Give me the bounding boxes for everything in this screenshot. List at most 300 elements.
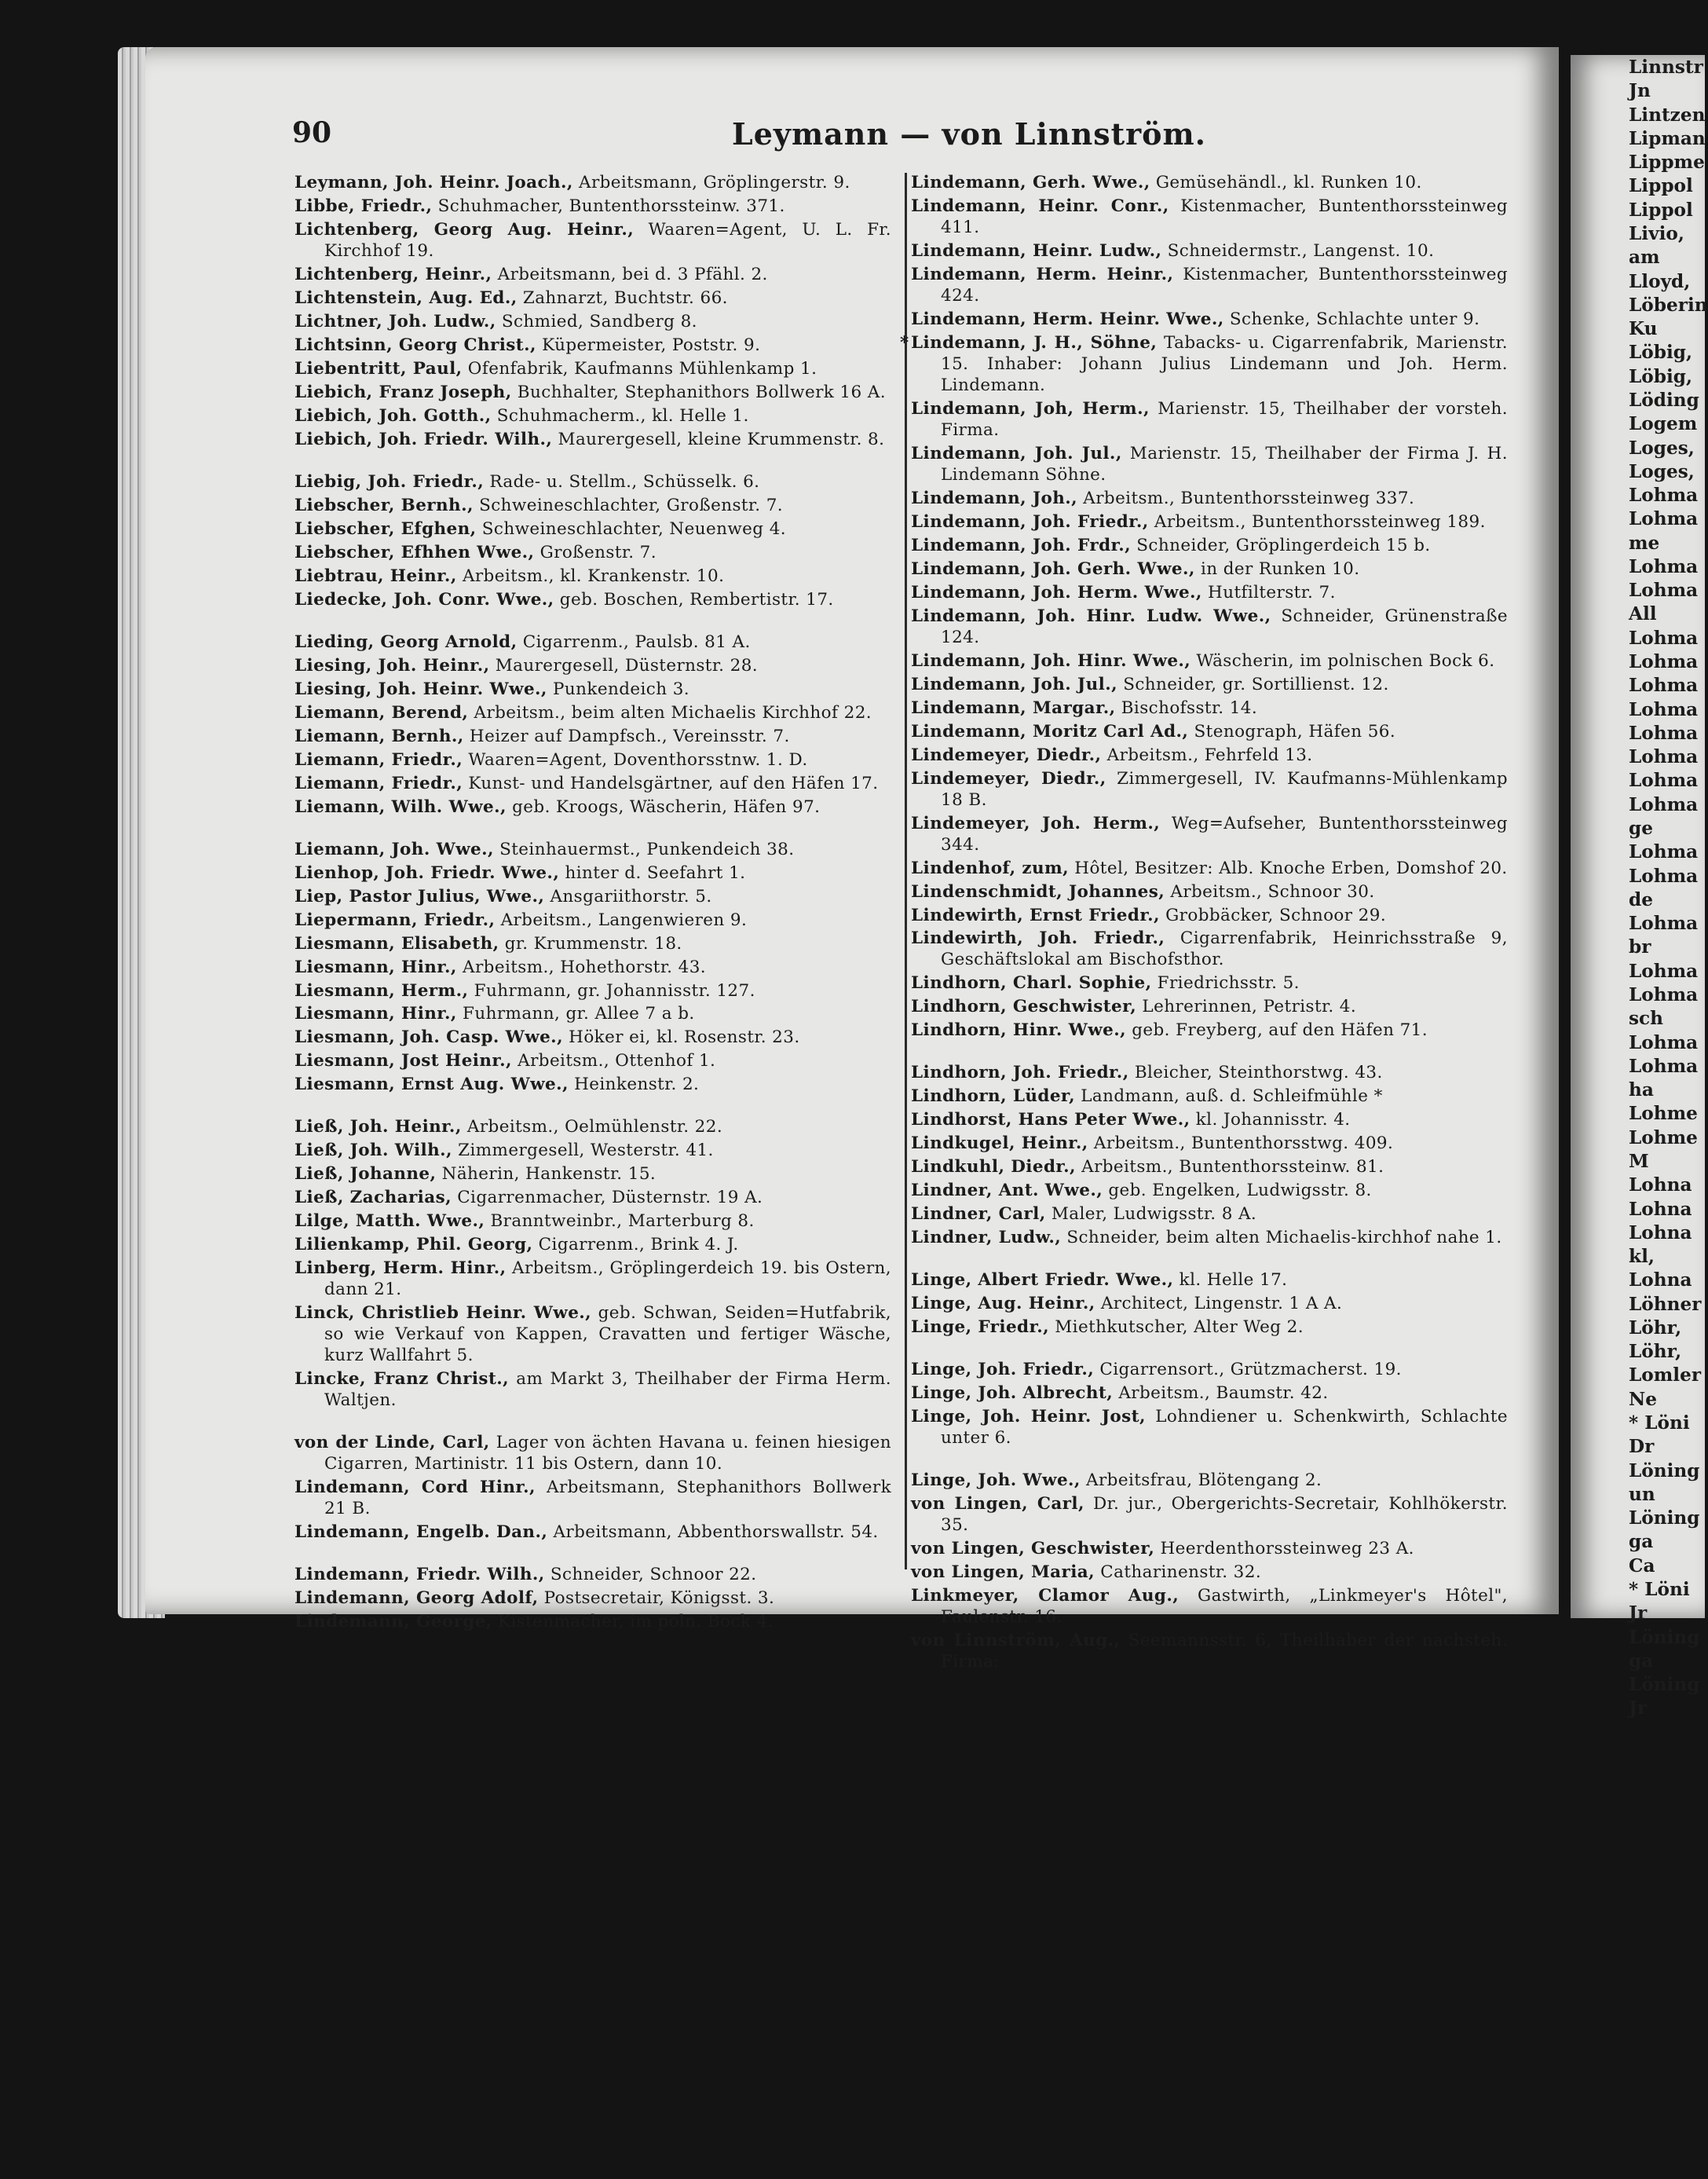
entry-name: Lindhorn, Geschwister, [911, 997, 1137, 1017]
next-page-line: Lohma [1629, 960, 1699, 982]
entry-name: Lindemann, Herm. Heinr. Wwe., [911, 309, 1224, 329]
entry-name: Lindner, Carl, [911, 1204, 1046, 1225]
entry-details: Schweineschlachter, Neuenweg 4. [476, 518, 787, 539]
entry-details: Arbeitsm., Buntenthorssteinweg 189. [1148, 511, 1486, 532]
entry-details: Steinhauermst., Punkendeich 38. [493, 839, 795, 859]
entry-details: Waaren=Agent, U. L. Fr. Kirchhof 19. [324, 219, 891, 261]
directory-entry [294, 1369, 891, 1412]
entry-details: Höker ei, kl. Rosenstr. 23. [562, 1027, 800, 1048]
directory-entry [294, 887, 891, 908]
directory-entry [911, 1063, 1508, 1084]
entry-name: Liebentritt, Paul, [294, 358, 463, 379]
directory-entry [294, 910, 891, 932]
entry-details: Ofenfabrik, Kaufmanns Mühlenkamp 1. [462, 358, 817, 379]
next-page-line: Lohma [1629, 793, 1699, 815]
entry-name: Libbe, Friedr., [294, 196, 433, 216]
directory-entry [294, 1211, 891, 1232]
directory-entry [911, 997, 1508, 1018]
next-page-line: Lohna [1629, 1269, 1692, 1291]
entry-name: Linge, Joh. Albrecht, [911, 1383, 1114, 1404]
directory-entry [294, 1235, 891, 1256]
directory-entry [294, 543, 891, 564]
entry-details: geb. Boschen, Rembertistr. 17. [554, 589, 834, 610]
directory-entry [911, 1020, 1508, 1042]
next-page-line: de [1629, 888, 1653, 910]
directory-entry [294, 840, 891, 861]
entry-name: von der Linde, Carl, [294, 1433, 490, 1453]
entry-name: Liemann, Berend, [294, 702, 469, 723]
next-page-line: Lipman [1629, 127, 1706, 149]
entry-name: Lindemann, George, [294, 1612, 492, 1632]
next-page-line: Loges, [1629, 437, 1695, 459]
entry-details: Bleicher, Steinthorstwg. 43. [1128, 1063, 1383, 1083]
entry-name: Lindemann, Heinr. Ludw., [911, 240, 1162, 261]
entry-details: Fuhrmann, gr. Johannisstr. 127. [468, 980, 755, 1001]
directory-entry [294, 1164, 891, 1185]
directory-entry [911, 1204, 1508, 1225]
entry-details: Kistenmacher, im poln. Bock 4. [492, 1612, 774, 1632]
next-page-line: Lohma [1629, 1055, 1699, 1077]
directory-entry [911, 814, 1508, 856]
directory-entry [911, 722, 1508, 743]
entry-name: Liesing, Joh. Heinr. Wwe., [294, 679, 547, 699]
directory-entry [911, 698, 1508, 720]
directory-entry [911, 769, 1508, 811]
entry-details: Schmied, Sandberg 8. [496, 311, 697, 331]
next-page-line: Lohna [1629, 1198, 1692, 1220]
entry-details: Buchhalter, Stephanithors Bollwerk 16 A. [511, 382, 886, 402]
entry-details: Arbeitsmann, bei d. 3 Pfähl. 2. [492, 264, 768, 284]
directory-entry [294, 1027, 891, 1049]
next-page-line: Lohna [1629, 1221, 1692, 1243]
entry-name: Linck, Christlieb Heinr. Wwe., [294, 1303, 592, 1324]
next-page-line: Lohma [1629, 983, 1699, 1005]
directory-entry [900, 332, 1508, 397]
entry-gap [294, 821, 891, 840]
entry-name: Lichtner, Joh. Ludw., [294, 311, 496, 331]
entry-details: Cigarrenm., Paulsb. 81 A. [517, 632, 751, 652]
directory-entry [911, 1562, 1508, 1584]
next-page-line: Lohma [1629, 580, 1699, 602]
entry-name: von Lingen, Geschwister, [911, 1539, 1155, 1559]
entry-details: Cigarrenfabrik, Heinrichsstraße 9, Geschäftslokal am Bischofsthor. [941, 928, 1508, 970]
directory-entry [294, 265, 891, 286]
entry-details: Cigarrensort., Grützmacherst. 19. [1094, 1360, 1402, 1380]
directory-entry [294, 1565, 891, 1586]
entry-details: Landmann, auß. d. Schleifmühle * [1074, 1086, 1383, 1107]
entry-name: Lichtenstein, Aug. Ed., [294, 287, 518, 308]
next-page-line: me [1629, 532, 1660, 554]
directory-entry [911, 1294, 1508, 1315]
entry-name: Lindhorn, Lüder, [911, 1086, 1075, 1107]
next-page-line: Lohma [1629, 555, 1699, 577]
entry-details: gr. Krummenstr. 18. [499, 933, 682, 954]
entry-name: Lindemeyer, Diedr., [911, 768, 1106, 789]
directory-entry [911, 1110, 1508, 1131]
directory-entry [294, 1258, 891, 1301]
next-page-line: Lohma [1629, 651, 1699, 673]
entry-details: Schneider, Gröplingerdeich 15 b. [1131, 535, 1431, 555]
entry-details: Arbeitsm., Ottenhof 1. [511, 1051, 716, 1071]
next-page-line: ga [1629, 1531, 1654, 1553]
entry-name: Lindemann, J. H., Söhne, [911, 332, 1158, 353]
entry-name: Lindemann, Margar., [911, 698, 1116, 718]
entry-details: Architect, Lingenstr. 1 A A. [1095, 1294, 1343, 1314]
entry-details: Punkendeich 3. [547, 679, 690, 699]
entry-details: Gemüsehändl., kl. Runken 10. [1150, 173, 1422, 192]
next-page-line: Löhner [1629, 1293, 1702, 1315]
directory-entry [911, 1586, 1508, 1628]
column-divider [905, 173, 907, 1569]
directory-entry [911, 1360, 1508, 1381]
entry-name: Lindenhof, zum, [911, 858, 1070, 878]
directory-entry [294, 590, 891, 611]
entry-name: Lindemann, Joh. Hinr. Wwe., [911, 650, 1191, 671]
entry-details: hinter d. Seefahrt 1. [559, 862, 746, 883]
directory-entry [294, 1522, 891, 1544]
directory-entry [294, 1188, 891, 1209]
directory-entry [911, 973, 1508, 994]
entry-details: Arbeitsm., Schnoor 30. [1165, 881, 1375, 902]
entry-name: Liesmann, Jost Heinr., [294, 1051, 512, 1071]
entry-name: Liebig, Joh. Friedr., [294, 471, 485, 492]
entry-name: Liemann, Wilh. Wwe., [294, 797, 507, 817]
entry-name: Liemann, Joh. Wwe., [294, 839, 494, 859]
entry-name: Lindemann, Gerh. Wwe., [911, 173, 1150, 192]
directory-entry [911, 536, 1508, 557]
directory-entry [294, 1117, 891, 1138]
entry-name: Liemann, Friedr., [294, 749, 463, 770]
entry-details: Zimmergesell, IV. Kaufmanns-Mühlenkamp 18 B. [941, 768, 1508, 810]
entry-name: Lindemann, Joh. Jul., [911, 443, 1122, 463]
directory-entry [294, 1141, 891, 1162]
entry-details: Marienstr. 15, Theilhaber der vorsteh. Firma. [941, 398, 1508, 440]
directory-entry [911, 265, 1508, 307]
directory-entry [294, 383, 891, 404]
entry-details: Postsecretair, Königsst. 3. [538, 1588, 775, 1609]
next-page-line: Löhr, [1629, 1317, 1682, 1339]
entry-details: Arbeitsm., Buntenthorsstwg. 409. [1088, 1133, 1394, 1154]
entry-details: Branntweinbr., Marterburg 8. [485, 1211, 755, 1232]
entry-name: Lindner, Ludw., [911, 1228, 1062, 1248]
next-page-line: Löning [1629, 1674, 1700, 1696]
directory-entry [911, 1317, 1508, 1339]
directory-entry [294, 496, 891, 517]
entry-name: Lindhorn, Charl. Sophie, [911, 973, 1152, 994]
entry-name: Liepermann, Friedr., [294, 910, 496, 930]
entry-details: Arbeitsmann, Stephanithors Bollwerk 21 B. [324, 1478, 891, 1519]
entry-name: Lindewirth, Joh. Friedr., [911, 928, 1165, 949]
entry-gap [294, 1546, 891, 1565]
next-page-line: Ku [1629, 318, 1658, 340]
entry-name: Lindkuhl, Diedr., [911, 1157, 1076, 1177]
entry-details: Maurergesell, Düsternstr. 28. [489, 655, 759, 676]
entry-name: von Linnström, Aug., [911, 1631, 1121, 1651]
directory-entry [294, 727, 891, 748]
directory-entry [911, 745, 1508, 767]
entry-name: Lilge, Matth. Wwe., [294, 1211, 485, 1232]
entry-details: am Markt 3, Theilhaber der Firma Herm. Waltjen. [324, 1369, 891, 1411]
directory-entry [294, 1051, 891, 1072]
entry-name: von Lingen, Carl, [911, 1494, 1084, 1514]
next-page-line: M [1629, 1150, 1649, 1172]
entry-details: geb. Kroogs, Wäscherin, Häfen 97. [506, 797, 821, 817]
entry-details: Marienstr. 15, Theilhaber der Firma J. H. Lindemann Söhne. [941, 443, 1508, 485]
directory-entry [294, 1004, 891, 1025]
directory-entry [294, 335, 891, 357]
entry-name: Liemann, Friedr., [294, 773, 463, 793]
next-page-line: Löbig, [1629, 365, 1693, 387]
directory-entry [911, 1270, 1508, 1291]
entry-name: Lienhop, Joh. Friedr. Wwe., [294, 862, 560, 883]
entry-name: Lindemann, Joh. Herm. Wwe., [911, 582, 1202, 602]
next-page-line: Löberin [1629, 294, 1708, 316]
entry-name: Lindemann, Moritz Carl Ad., [911, 721, 1189, 742]
next-page-line: All [1629, 603, 1657, 625]
directory-entry [294, 566, 891, 588]
entry-name: Liemann, Bernh., [294, 726, 464, 746]
directory-entry [294, 1478, 891, 1520]
entry-name: Lilienkamp, Phil. Georg, [294, 1235, 533, 1255]
directory-entry [911, 1407, 1508, 1449]
directory-entry [294, 1075, 891, 1096]
entry-gap [911, 1251, 1508, 1270]
next-page-line: Lohma [1629, 865, 1699, 887]
entry-name: Lieding, Georg Arnold, [294, 632, 518, 652]
directory-entry [294, 958, 891, 979]
entry-gap [294, 1098, 891, 1117]
next-page-line: Lohme [1629, 1126, 1698, 1148]
entry-name: Liebscher, Efhhen Wwe., [294, 542, 535, 562]
entry-details: Schuhmacherm., kl. Helle 1. [491, 405, 749, 426]
entry-details: Lager von ächten Havana u. feinen hiesigen Cigarren, Martinistr. 11 bis Ostern, dann 10. [324, 1433, 891, 1474]
directory-entry [294, 863, 891, 884]
entry-name: Lindkugel, Heinr., [911, 1133, 1088, 1154]
entry-name: Lindner, Ant. Wwe., [911, 1181, 1103, 1201]
entry-name: Lindemann, Herm. Heinr., [911, 264, 1174, 284]
entry-gap [294, 613, 891, 632]
entry-name: Liebich, Joh. Friedr. Wilh., [294, 429, 553, 449]
next-page-line: Lintzen [1629, 104, 1706, 126]
entry-details: Waaren=Agent, Doventhorsstnw. 1. D. [463, 749, 808, 770]
directory-entry [911, 651, 1508, 672]
entry-details: Ansgariithorstr. 5. [544, 886, 712, 906]
entry-details: Arbeitsm., Baumstr. 42. [1113, 1383, 1329, 1404]
next-page-line: Loges, [1629, 460, 1695, 482]
directory-entry [911, 1494, 1508, 1536]
asterisk-mark: * [900, 332, 909, 353]
entry-name: Liesmann, Ernst Aug. Wwe., [294, 1075, 569, 1095]
entry-details: Stenograph, Häfen 56. [1188, 721, 1396, 742]
entry-name: Linge, Albert Friedr. Wwe., [911, 1270, 1174, 1291]
entry-name: Liesmann, Herm., [294, 980, 469, 1001]
directory-entry [294, 406, 891, 427]
next-page-line: Lohma [1629, 913, 1699, 935]
next-page-line: kl, [1629, 1246, 1655, 1268]
entry-details: Arbeitsm., kl. Krankenstr. 10. [456, 566, 725, 586]
entry-details: Schneider, beim alten Michaelis-kirchhof nahe 1. [1061, 1228, 1502, 1248]
next-page-line: Lomler [1629, 1364, 1702, 1386]
entry-name: von Lingen, Maria, [911, 1562, 1095, 1583]
entry-details: Heerdenthorssteinweg 23 A. [1154, 1539, 1414, 1559]
next-page-line: Löning [1629, 1459, 1700, 1481]
entry-details: geb. Schwan, Seiden=Hutfabrik, so wie Verkauf von Kappen, Cravatten und fertiger Wäsche, kurz Wallfahrt 5. [324, 1303, 891, 1366]
directory-entry [911, 241, 1508, 262]
entry-name: Lindemann, Engelb. Dan., [294, 1522, 548, 1543]
entry-details: Tabacks- u. Cigarrenfabrik, Marienstr. 15. Inhaber: Johann Julius Lindemann und Joh. Herm. Lindemann. [941, 332, 1508, 395]
next-page-line: Ca [1629, 1555, 1655, 1577]
next-page-fragment [1571, 55, 1708, 1719]
directory-entry [294, 981, 891, 1002]
next-page-line: Löhr, [1629, 1341, 1682, 1363]
directory-entry [294, 632, 891, 654]
entry-details: geb. Freyberg, auf den Häfen 71. [1126, 1020, 1428, 1041]
entry-name: Lindenschmidt, Johannes, [911, 881, 1165, 902]
entry-details: Kistenmacher, Buntenthorssteinweg 411. [941, 196, 1508, 237]
next-page-line: Lippol [1629, 175, 1693, 197]
entry-name: Liep, Pastor Julius, Wwe., [294, 886, 545, 906]
page-header [292, 116, 1486, 156]
directory-entry [294, 1588, 891, 1610]
entry-name: Linberg, Herm. Hinr., [294, 1258, 507, 1279]
next-page-line: Lohma [1629, 1031, 1699, 1053]
entry-details: Kunst- und Handelsgärtner, auf den Häfen 17. [463, 773, 879, 793]
entry-details: Schneidermstr., Langenst. 10. [1161, 240, 1435, 261]
directory-entry [911, 606, 1508, 649]
entry-details: Arbeitsm., Gröplingerdeich 19. bis Ostern, dann 21. [324, 1258, 891, 1300]
entry-name: Lindemann, Joh. Hinr. Ludw. Wwe., [911, 606, 1271, 626]
entry-name: Lindemann, Joh. Jul., [911, 674, 1117, 694]
entry-name: Liebscher, Efghen, [294, 518, 477, 539]
next-page-line: sch [1629, 1008, 1664, 1030]
entry-name: Linge, Aug. Heinr., [911, 1294, 1095, 1314]
page-number: 90 [292, 116, 332, 149]
entry-details: Arbeitsm., Hohethorstr. 43. [456, 957, 707, 977]
directory-entry [911, 675, 1508, 696]
entry-details: Cigarrenmacher, Düsternstr. 19 A. [451, 1188, 763, 1208]
entry-details: in der Runken 10. [1194, 558, 1360, 579]
entry-gap [294, 453, 891, 472]
entry-name: Ließ, Johanne, [294, 1164, 437, 1185]
entry-details: Arbeitsm., Oelmühlenstr. 22. [461, 1117, 723, 1137]
entry-details: Maler, Ludwigsstr. 8 A. [1045, 1204, 1257, 1225]
next-page-line: Lloyd, [1629, 270, 1691, 292]
entry-name: Lichtsinn, Georg Christ., [294, 335, 536, 355]
next-page-line: Löding [1629, 389, 1699, 411]
next-page-line: Lohma [1629, 508, 1699, 530]
directory-entry [294, 703, 891, 724]
entry-name: Liesing, Joh. Heinr., [294, 655, 490, 676]
directory-entry [911, 559, 1508, 580]
directory-entry [294, 359, 891, 380]
entry-name: Lindemann, Joh. Friedr., [911, 511, 1149, 532]
entry-gap [911, 1452, 1508, 1470]
entry-name: Liesmann, Hinr., [294, 1004, 457, 1024]
running-title: Leymann — von Linnström. [732, 116, 1206, 152]
next-page-line: Lohma [1629, 770, 1699, 792]
entry-gap [911, 1341, 1508, 1360]
entry-details: Arbeitsm., Langenwieren 9. [495, 910, 748, 930]
entry-details: Dr. jur., Obergerichts-Secretair, Kohlhökerstr. 35. [941, 1494, 1508, 1536]
entry-details: Großenstr. 7. [534, 542, 657, 562]
directory-entry [294, 750, 891, 771]
directory-entry [294, 679, 891, 701]
entry-details: Lohndiener u. Schenkwirth, Schlachte unter 6. [941, 1407, 1508, 1448]
entry-name: Ließ, Zacharias, [294, 1188, 452, 1208]
directory-entry [911, 1383, 1508, 1404]
directory-entry [294, 656, 891, 677]
directory-entry [294, 288, 891, 309]
directory-entry [911, 906, 1508, 927]
entry-details: Schneider, Schnoor 22. [544, 1565, 757, 1585]
directory-entry [911, 1181, 1508, 1202]
entry-name: Leymann, Joh. Heinr. Joach., [294, 173, 573, 192]
entry-details: Gastwirth, „Linkmeyer's Hôtel", Faulenstr. 16. [941, 1586, 1509, 1628]
directory-entry [294, 196, 891, 218]
entry-details: Arbeitsmann, Gröplingerstr. 9. [572, 173, 850, 192]
entry-details: Arbeitsmann, Abbenthorswallstr. 54. [547, 1522, 879, 1543]
entry-name: Ließ, Joh. Heinr., [294, 1117, 462, 1137]
entry-name: Linge, Friedr., [911, 1317, 1050, 1338]
next-page-line: Ne [1629, 1388, 1657, 1410]
next-page-line: Löning [1629, 1507, 1700, 1529]
entry-name: Liebscher, Bernh., [294, 495, 474, 515]
entry-details: Grobbäcker, Schnoor 29. [1159, 905, 1387, 925]
next-page-line: Lohma [1629, 627, 1699, 649]
entry-name: Liebich, Franz Joseph, [294, 382, 512, 402]
directory-entry [294, 312, 891, 333]
entry-name: Lindhorst, Hans Peter Wwe., [911, 1110, 1190, 1130]
entry-details: Schweineschlachter, Großenstr. 7. [473, 495, 784, 515]
next-page-line: ge [1629, 818, 1653, 839]
directory-entry [294, 797, 891, 818]
entry-name: Liedecke, Joh. Conr. Wwe., [294, 589, 554, 610]
directory-entry [911, 399, 1508, 441]
next-page-line: Linnstr [1629, 57, 1703, 78]
entry-name: Lindhorn, Hinr. Wwe., [911, 1020, 1126, 1041]
entry-details: Hôtel, Besitzer: Alb. Knoche Erben, Domshof 20. [1069, 858, 1508, 878]
entry-details: Arbeitsm., Fehrfeld 13. [1101, 745, 1313, 765]
entry-details: Heizer auf Dampfsch., Vereinsstr. 7. [463, 726, 790, 746]
entry-name: Lichtenberg, Heinr., [294, 264, 492, 284]
next-page-line: Lippol [1629, 199, 1693, 221]
entry-details: Schneider, Grünenstraße 124. [941, 606, 1508, 647]
entry-name: Lindemann, Joh, Herm., [911, 398, 1150, 419]
entry-name: Lindemeyer, Diedr., [911, 745, 1102, 765]
entry-details: Miethkutscher, Alter Weg 2. [1049, 1317, 1304, 1338]
entry-name: Lindemann, Joh., [911, 488, 1078, 508]
entry-details: Catharinenstr. 32. [1095, 1562, 1262, 1583]
entry-name: Lindemann, Joh. Frdr., [911, 535, 1132, 555]
next-page-line: * Löni [1629, 1412, 1690, 1434]
directory-entry [911, 196, 1508, 239]
next-page-line: Lippme [1629, 152, 1705, 174]
entry-details: Näherin, Hankenstr. 15. [436, 1164, 657, 1185]
entry-gap [294, 1414, 891, 1433]
entry-name: Liebich, Joh. Gotth., [294, 405, 492, 426]
next-page-line: Jr [1629, 1697, 1648, 1719]
directory-entry [911, 512, 1508, 533]
entry-name: Liesmann, Elisabeth, [294, 933, 499, 954]
entry-name: Liebtrau, Heinr., [294, 566, 457, 586]
right-column [900, 173, 1509, 1675]
next-page-line: Löbig, [1629, 342, 1693, 364]
entry-name: Lindemann, Heinr. Conr., [911, 196, 1169, 216]
next-page-line: Lohma [1629, 675, 1699, 697]
entry-name: Linge, Joh. Wwe., [911, 1470, 1081, 1491]
next-page-line: * Löni [1629, 1579, 1690, 1600]
next-page-line: Livio, [1629, 222, 1684, 244]
